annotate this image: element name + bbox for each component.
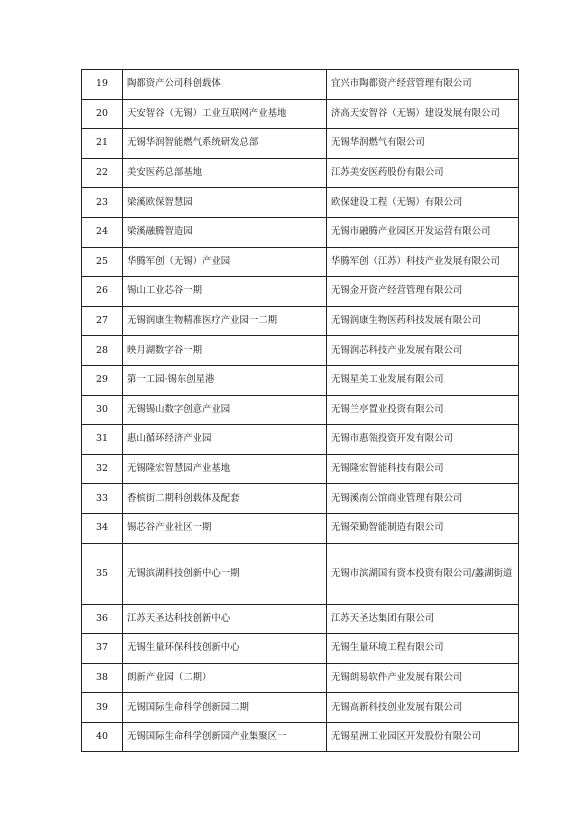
project-name-cell: 无锡润康生物精准医疗产业园一二期	[123, 306, 327, 336]
organization-cell: 江苏美安医药股份有限公司	[327, 158, 519, 188]
table-row	[82, 247, 519, 277]
row-number-cell: 39	[82, 693, 123, 723]
organization-cell: 无锡市滨湖国有资本投资有限公司/蠡湖街道	[327, 543, 519, 604]
table-row	[82, 634, 519, 664]
project-name-cell: 无锡生量环保科技创新中心	[123, 634, 327, 664]
project-name-cell: 香槟街二期科创载体及配套	[123, 484, 327, 514]
project-name-cell: 无锡华润智能燃气系统研发总部	[123, 129, 327, 159]
table-row	[82, 395, 519, 425]
row-number-cell: 19	[82, 70, 123, 100]
table-row	[82, 277, 519, 307]
organization-cell: 江苏天圣达集团有限公司	[327, 604, 519, 634]
table-row	[82, 99, 519, 129]
organization-cell: 宜兴市陶都资产经营管理有限公司	[327, 70, 519, 100]
project-name-cell: 第一工园·锡东创星港	[123, 365, 327, 395]
row-number-cell: 38	[82, 663, 123, 693]
row-number-cell: 32	[82, 454, 123, 484]
organization-cell: 无锡朗易软件产业发展有限公司	[327, 663, 519, 693]
project-name-cell: 朗新产业园（二期）	[123, 663, 327, 693]
project-name-cell: 锡山工业芯谷一期	[123, 277, 327, 307]
row-number-cell: 33	[82, 484, 123, 514]
table-row	[82, 188, 519, 218]
project-name-cell: 惠山循环经济产业园	[123, 425, 327, 455]
organization-cell: 济高天安智谷（无锡）建设发展有限公司	[327, 99, 519, 129]
table-row	[82, 513, 519, 543]
row-number-cell: 27	[82, 306, 123, 336]
organization-cell: 无锡高新科技创业发展有限公司	[327, 693, 519, 723]
table-row	[82, 722, 519, 752]
table-row	[82, 663, 519, 693]
organization-cell: 无锡星洲工业园区开发股份有限公司	[327, 722, 519, 752]
row-number-cell: 23	[82, 188, 123, 218]
organization-cell: 无锡生量环境工程有限公司	[327, 634, 519, 664]
project-name-cell: 无锡滨湖科技创新中心一期	[123, 543, 327, 604]
organization-cell: 无锡华润燃气有限公司	[327, 129, 519, 159]
row-number-cell: 40	[82, 722, 123, 752]
project-name-cell: 无锡国际生命科学创新园产业集聚区一	[123, 722, 327, 752]
project-name-cell: 映月湖数字谷一期	[123, 336, 327, 366]
table-row	[82, 158, 519, 188]
project-name-cell: 天安智谷（无锡）工业互联网产业基地	[123, 99, 327, 129]
table-body	[82, 70, 519, 752]
organization-cell: 无锡隆宏智能科技有限公司	[327, 454, 519, 484]
table-row	[82, 604, 519, 634]
row-number-cell: 34	[82, 513, 123, 543]
row-number-cell: 28	[82, 336, 123, 366]
table-row	[82, 365, 519, 395]
table-row	[82, 129, 519, 159]
row-number-cell: 24	[82, 217, 123, 247]
organization-cell: 无锡荣勤智能制造有限公司	[327, 513, 519, 543]
project-name-cell: 锡芯谷产业社区一期	[123, 513, 327, 543]
project-name-cell: 无锡国际生命科学创新园二期	[123, 693, 327, 723]
row-number-cell: 22	[82, 158, 123, 188]
project-name-cell: 江苏天圣达科技创新中心	[123, 604, 327, 634]
table-row	[82, 217, 519, 247]
organization-cell: 无锡溪南公馆商业管理有限公司	[327, 484, 519, 514]
table-row	[82, 70, 519, 100]
project-name-cell: 无锡隆宏智慧园产业基地	[123, 454, 327, 484]
row-number-cell: 25	[82, 247, 123, 277]
organization-cell: 华腾军创（江苏）科技产业发展有限公司	[327, 247, 519, 277]
organization-cell: 无锡润芯科技产业发展有限公司	[327, 336, 519, 366]
organization-cell: 无锡润康生物医药科技发展有限公司	[327, 306, 519, 336]
row-number-cell: 36	[82, 604, 123, 634]
row-number-cell: 20	[82, 99, 123, 129]
table-row	[82, 336, 519, 366]
project-name-cell: 陶都资产公司科创载体	[123, 70, 327, 100]
row-number-cell: 31	[82, 425, 123, 455]
project-name-cell: 美安医药总部基地	[123, 158, 327, 188]
row-number-cell: 26	[82, 277, 123, 307]
row-number-cell: 30	[82, 395, 123, 425]
project-name-cell: 无锡锡山数字创意产业园	[123, 395, 327, 425]
row-number-cell: 37	[82, 634, 123, 664]
project-name-cell: 梁溪欧保智慧园	[123, 188, 327, 218]
table-row	[82, 306, 519, 336]
organization-cell: 无锡市融腾产业园区开发运营有限公司	[327, 217, 519, 247]
project-name-cell: 梁溪融腾智造园	[123, 217, 327, 247]
organization-cell: 欧保建设工程（无锡）有限公司	[327, 188, 519, 218]
table-row	[82, 693, 519, 723]
row-number-cell: 35	[82, 543, 123, 604]
table-row	[82, 543, 519, 604]
table-row	[82, 425, 519, 455]
table-row	[82, 454, 519, 484]
project-name-cell: 华腾军创（无锡）产业园	[123, 247, 327, 277]
table-row	[82, 484, 519, 514]
project-table	[81, 69, 519, 752]
organization-cell: 无锡金开资产经营管理有限公司	[327, 277, 519, 307]
organization-cell: 无锡兰亭置业投资有限公司	[327, 395, 519, 425]
row-number-cell: 29	[82, 365, 123, 395]
organization-cell: 无锡星美工业发展有限公司	[327, 365, 519, 395]
row-number-cell: 21	[82, 129, 123, 159]
organization-cell: 无锡市惠瓴投资开发有限公司	[327, 425, 519, 455]
